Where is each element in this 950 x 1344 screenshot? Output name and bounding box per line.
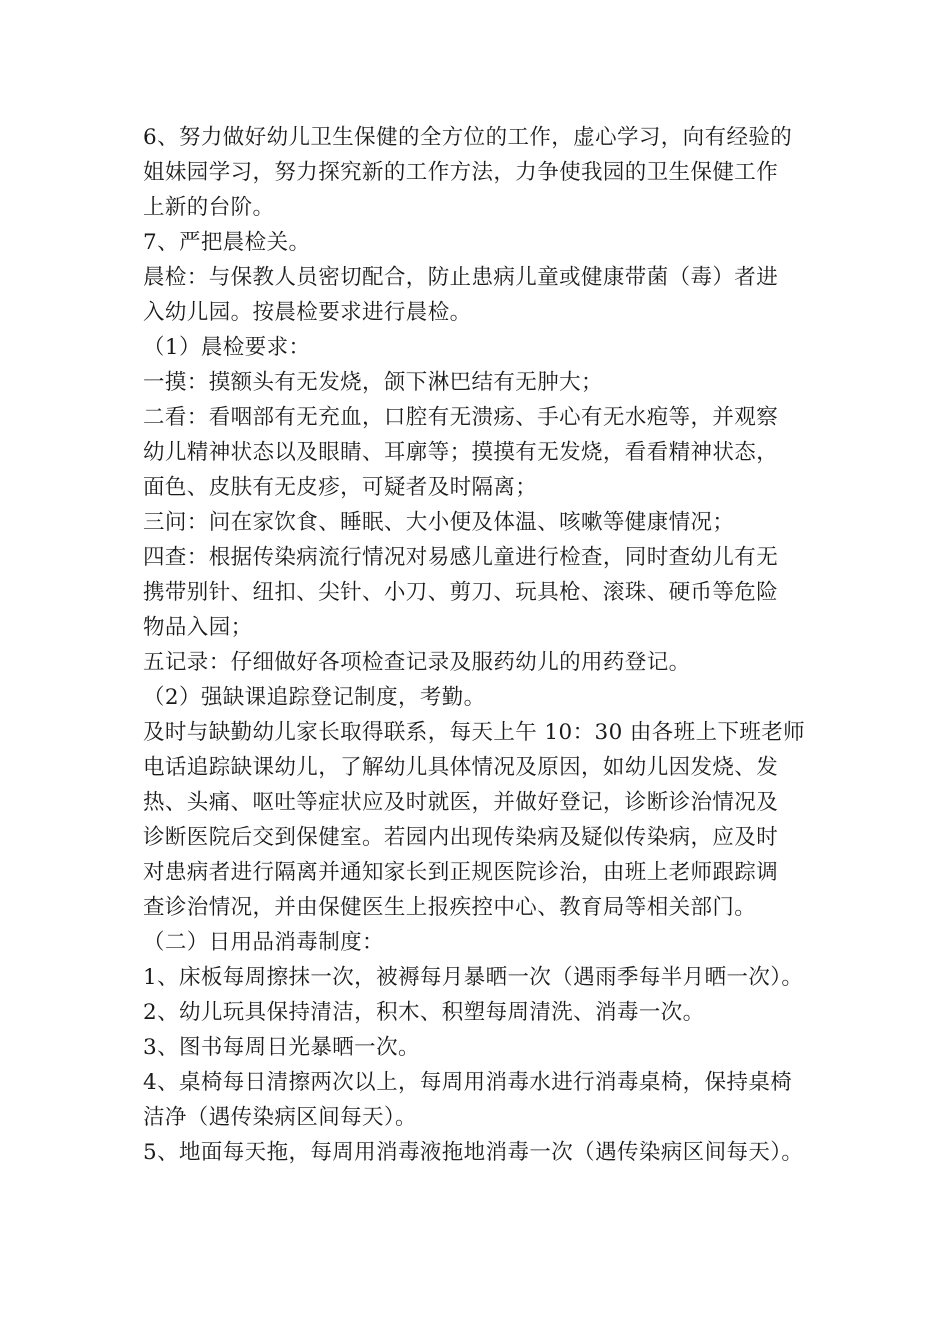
text-line: 入幼儿园。按晨检要求进行晨检。 [143, 300, 472, 325]
text-line: 及时与缺勤幼儿家长取得联系，每天上午 10：30 由各班上下班老师 [143, 720, 806, 745]
subsection-heading: （2）强缺课追踪登记制度，考勤。 [143, 685, 486, 710]
text-line: 诊断医院后交到保健室。若园内出现传染病及疑似传染病，应及时 [143, 825, 779, 850]
document-body [143, 120, 823, 1170]
text-line: 二看：看咽部有无充血，口腔有无溃疡、手心有无水疱等，并观察 [143, 405, 779, 430]
text-line: 三问：问在家饮食、睡眠、大小便及体温、咳嗽等健康情况； [143, 510, 735, 535]
text-line: 一摸：摸额头有无发烧，颌下淋巴结有无肿大； [143, 370, 603, 395]
text-line: 五记录：仔细做好各项检查记录及服药幼儿的用药登记。 [143, 650, 691, 675]
text-line: 面色、皮肤有无皮疹，可疑者及时隔离； [143, 475, 538, 500]
subsection-heading: （1）晨检要求： [143, 335, 311, 360]
text-line: 物品入园； [143, 615, 253, 640]
section-heading: （二）日用品消毒制度： [143, 930, 384, 955]
text-line: 上新的台阶。 [143, 195, 275, 220]
text-line: 2、幼儿玩具保持清洁，积木、积塑每周清洗、消毒一次。 [143, 1000, 705, 1025]
text-line: 1、床板每周擦抹一次，被褥每月暴晒一次（遇雨季每半月晒一次）。 [143, 965, 804, 990]
text-line: 4、桌椅每日清擦两次以上，每周用消毒水进行消毒桌椅，保持桌椅 [143, 1070, 793, 1095]
section-heading: 7、严把晨检关。 [143, 230, 311, 255]
text-line: 电话追踪缺课幼儿，了解幼儿具体情况及原因，如幼儿因发烧、发 [143, 755, 779, 780]
text-line: 洁净（遇传染病区间每天）。 [143, 1105, 417, 1130]
text-line: 对患病者进行隔离并通知家长到正规医院诊治，由班上老师跟踪调 [143, 860, 779, 885]
text-line: 5、地面每天拖，每周用消毒液拖地消毒一次（遇传染病区间每天）。 [143, 1140, 804, 1165]
text-line: 姐妹园学习，努力探究新的工作方法，力争使我园的卫生保健工作 [143, 160, 779, 185]
text-line: 携带别针、纽扣、尖针、小刀、剪刀、玩具枪、滚珠、硬币等危险 [143, 580, 779, 605]
text-line: 热、头痛、呕吐等症状应及时就医，并做好登记，诊断诊治情况及 [143, 790, 779, 815]
text-line: 3、图书每周日光暴晒一次。 [143, 1035, 420, 1060]
text-line: 四查：根据传染病流行情况对易感儿童进行检查，同时查幼儿有无 [143, 545, 779, 570]
text-line: 幼儿精神状态以及眼睛、耳廓等；摸摸有无发烧，看看精神状态， [143, 440, 779, 465]
text-line: 查诊治情况，并由保健医生上报疾控中心、教育局等相关部门。 [143, 895, 757, 920]
text-line: 晨检：与保教人员密切配合，防止患病儿童或健康带菌（毒）者进 [143, 265, 779, 290]
text-line: 6、努力做好幼儿卫生保健的全方位的工作，虚心学习，向有经验的 [143, 125, 793, 150]
